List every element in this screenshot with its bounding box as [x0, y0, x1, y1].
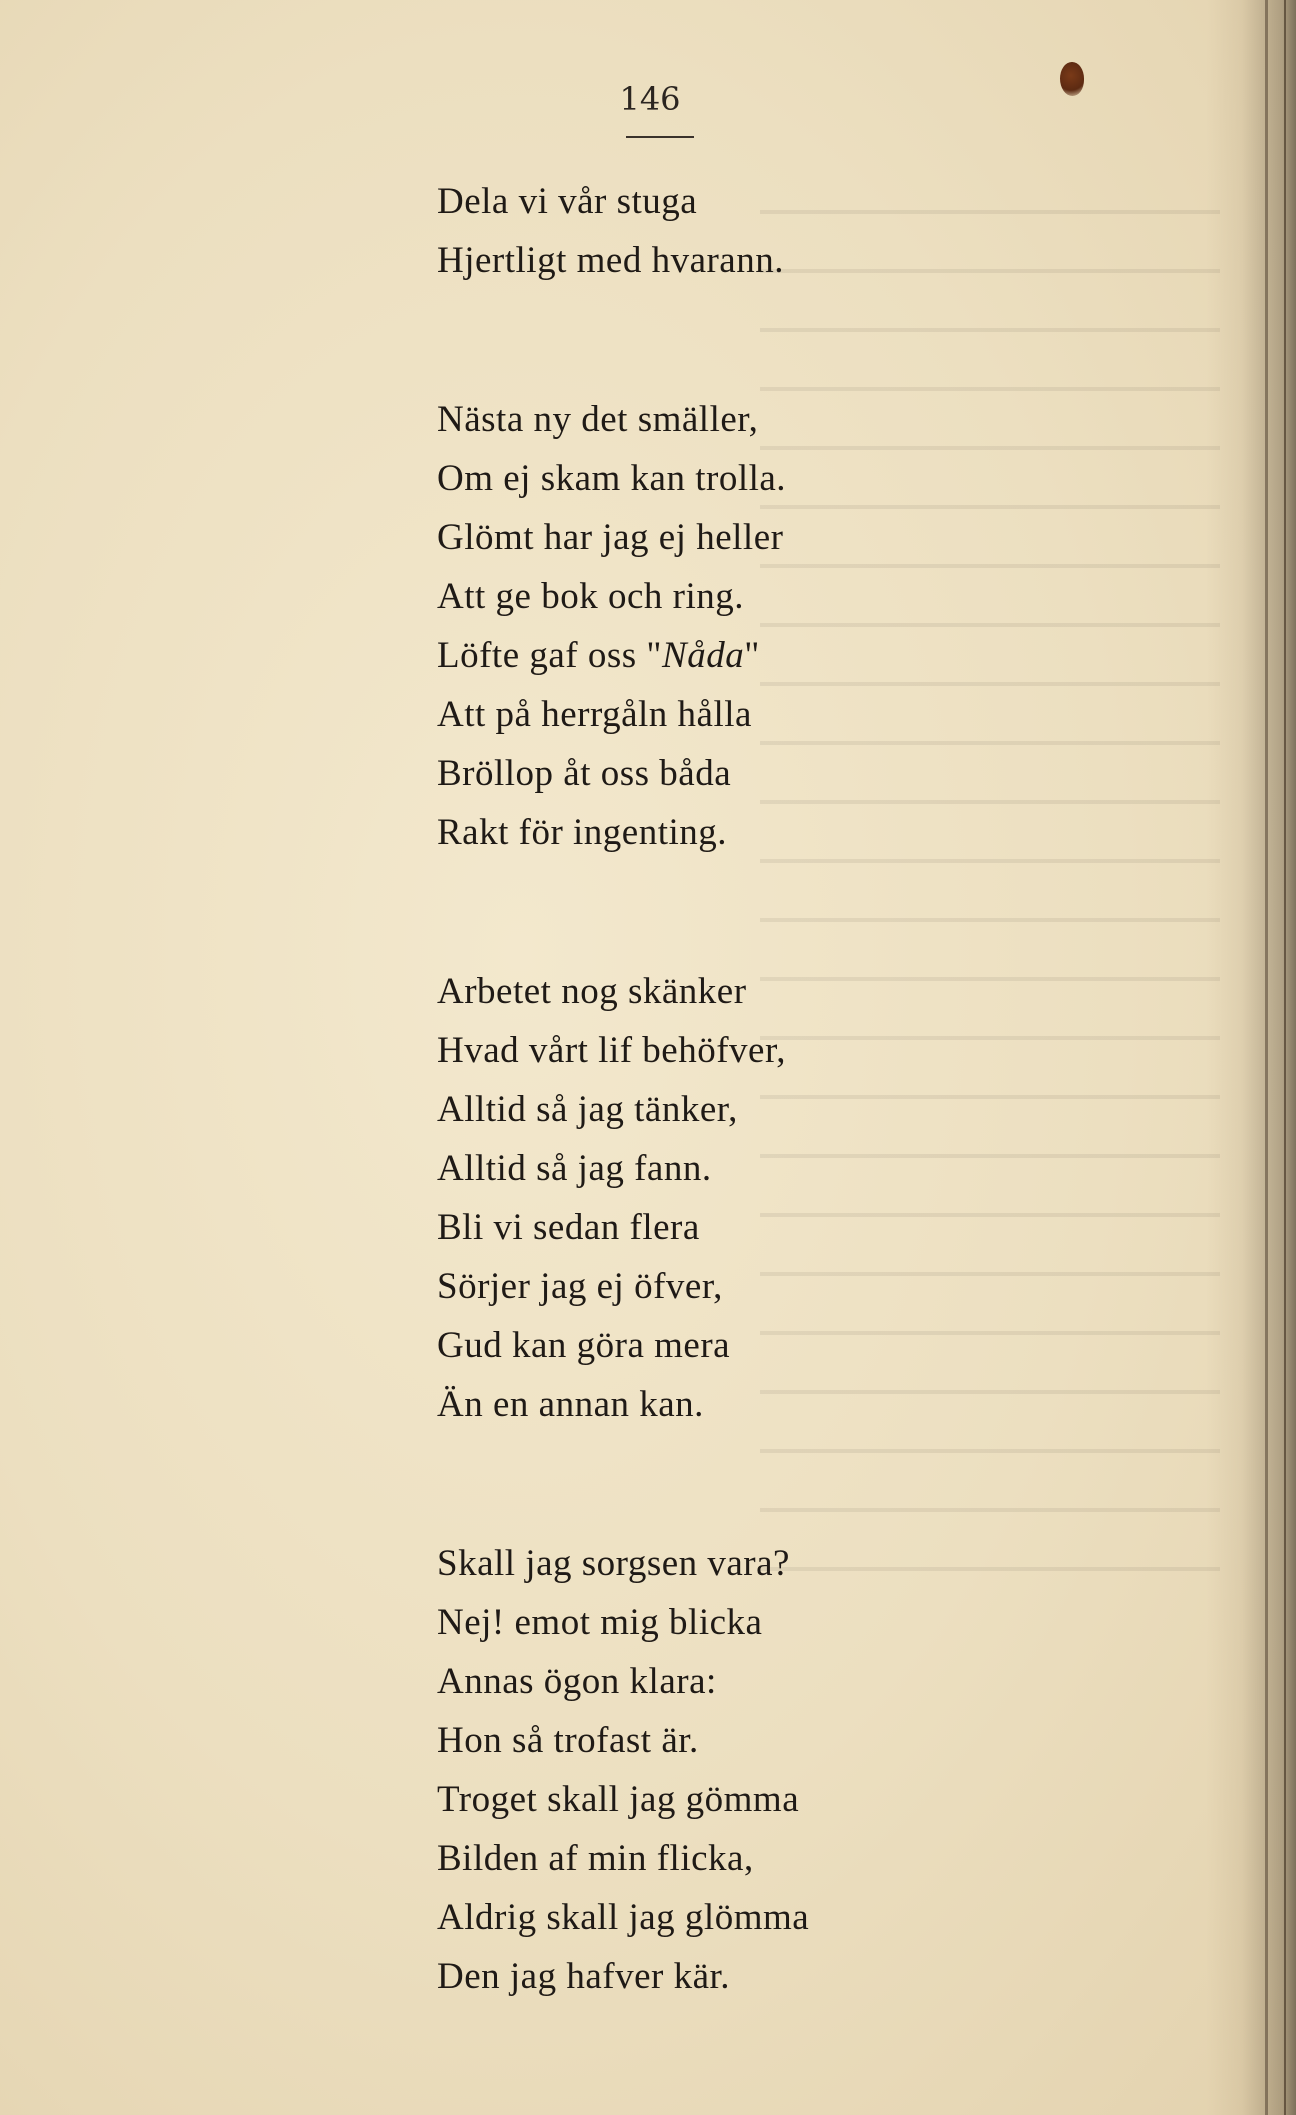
poem-line: Löfte gaf oss "Nåda" — [437, 635, 760, 676]
poem-line: Dela vi vår stuga — [437, 181, 698, 222]
poem-line: Nästa ny det smäller, — [437, 399, 759, 440]
poem-line: Alltid så jag fann. — [437, 1148, 712, 1189]
poem-line: Alltid så jag tänker, — [437, 1089, 738, 1130]
poem-line: Arbetet nog skänker — [437, 971, 747, 1012]
poem-line: Gud kan göra mera — [437, 1325, 731, 1366]
poem-line: Att ge bok och ring. — [437, 576, 744, 617]
poem-line: Hjertligt med hvarann. — [437, 240, 784, 281]
poem-line: Sörjer jag ej öfver, — [437, 1266, 723, 1307]
poem-line: Hon så trofast är. — [437, 1720, 699, 1761]
stanza — [437, 962, 1217, 1434]
poem-line: Den jag hafver kär. — [437, 1956, 731, 1997]
poem-text — [437, 172, 1217, 2006]
page-edge-shadow — [1206, 0, 1296, 2115]
poem-line: Bröllop åt oss båda — [437, 753, 732, 794]
poem-line: Bilden af min flicka, — [437, 1838, 754, 1879]
poem-line: Hvad vårt lif behöfver, — [437, 1030, 787, 1071]
poem-line: Troget skall jag gömma — [437, 1779, 800, 1820]
poem-line: Glömt har jag ej heller — [437, 517, 784, 558]
poem-line: Nej! emot mig blicka — [437, 1602, 763, 1643]
stanza — [437, 390, 1217, 862]
ink-stain — [1060, 62, 1084, 96]
page-number-rule — [626, 136, 694, 138]
poem-line: Rakt för ingenting. — [437, 812, 728, 853]
page-edge-line — [1284, 0, 1286, 2115]
poem-line: Bli vi sedan flera — [437, 1207, 700, 1248]
poem-line: Än en annan kan. — [437, 1384, 704, 1425]
page-number: 146 — [619, 80, 681, 118]
poem-line: Aldrig skall jag glömma — [437, 1897, 810, 1938]
poem-line: Att på herrgåln hålla — [437, 694, 752, 735]
stanza — [437, 172, 1217, 290]
poem-line: Annas ögon klara: — [437, 1661, 717, 1702]
stanza — [437, 1534, 1217, 2006]
poem-line: Om ej skam kan trolla. — [437, 458, 787, 499]
page-edge-line — [1265, 0, 1268, 2115]
poem-line: Skall jag sorgsen vara? — [437, 1543, 790, 1584]
